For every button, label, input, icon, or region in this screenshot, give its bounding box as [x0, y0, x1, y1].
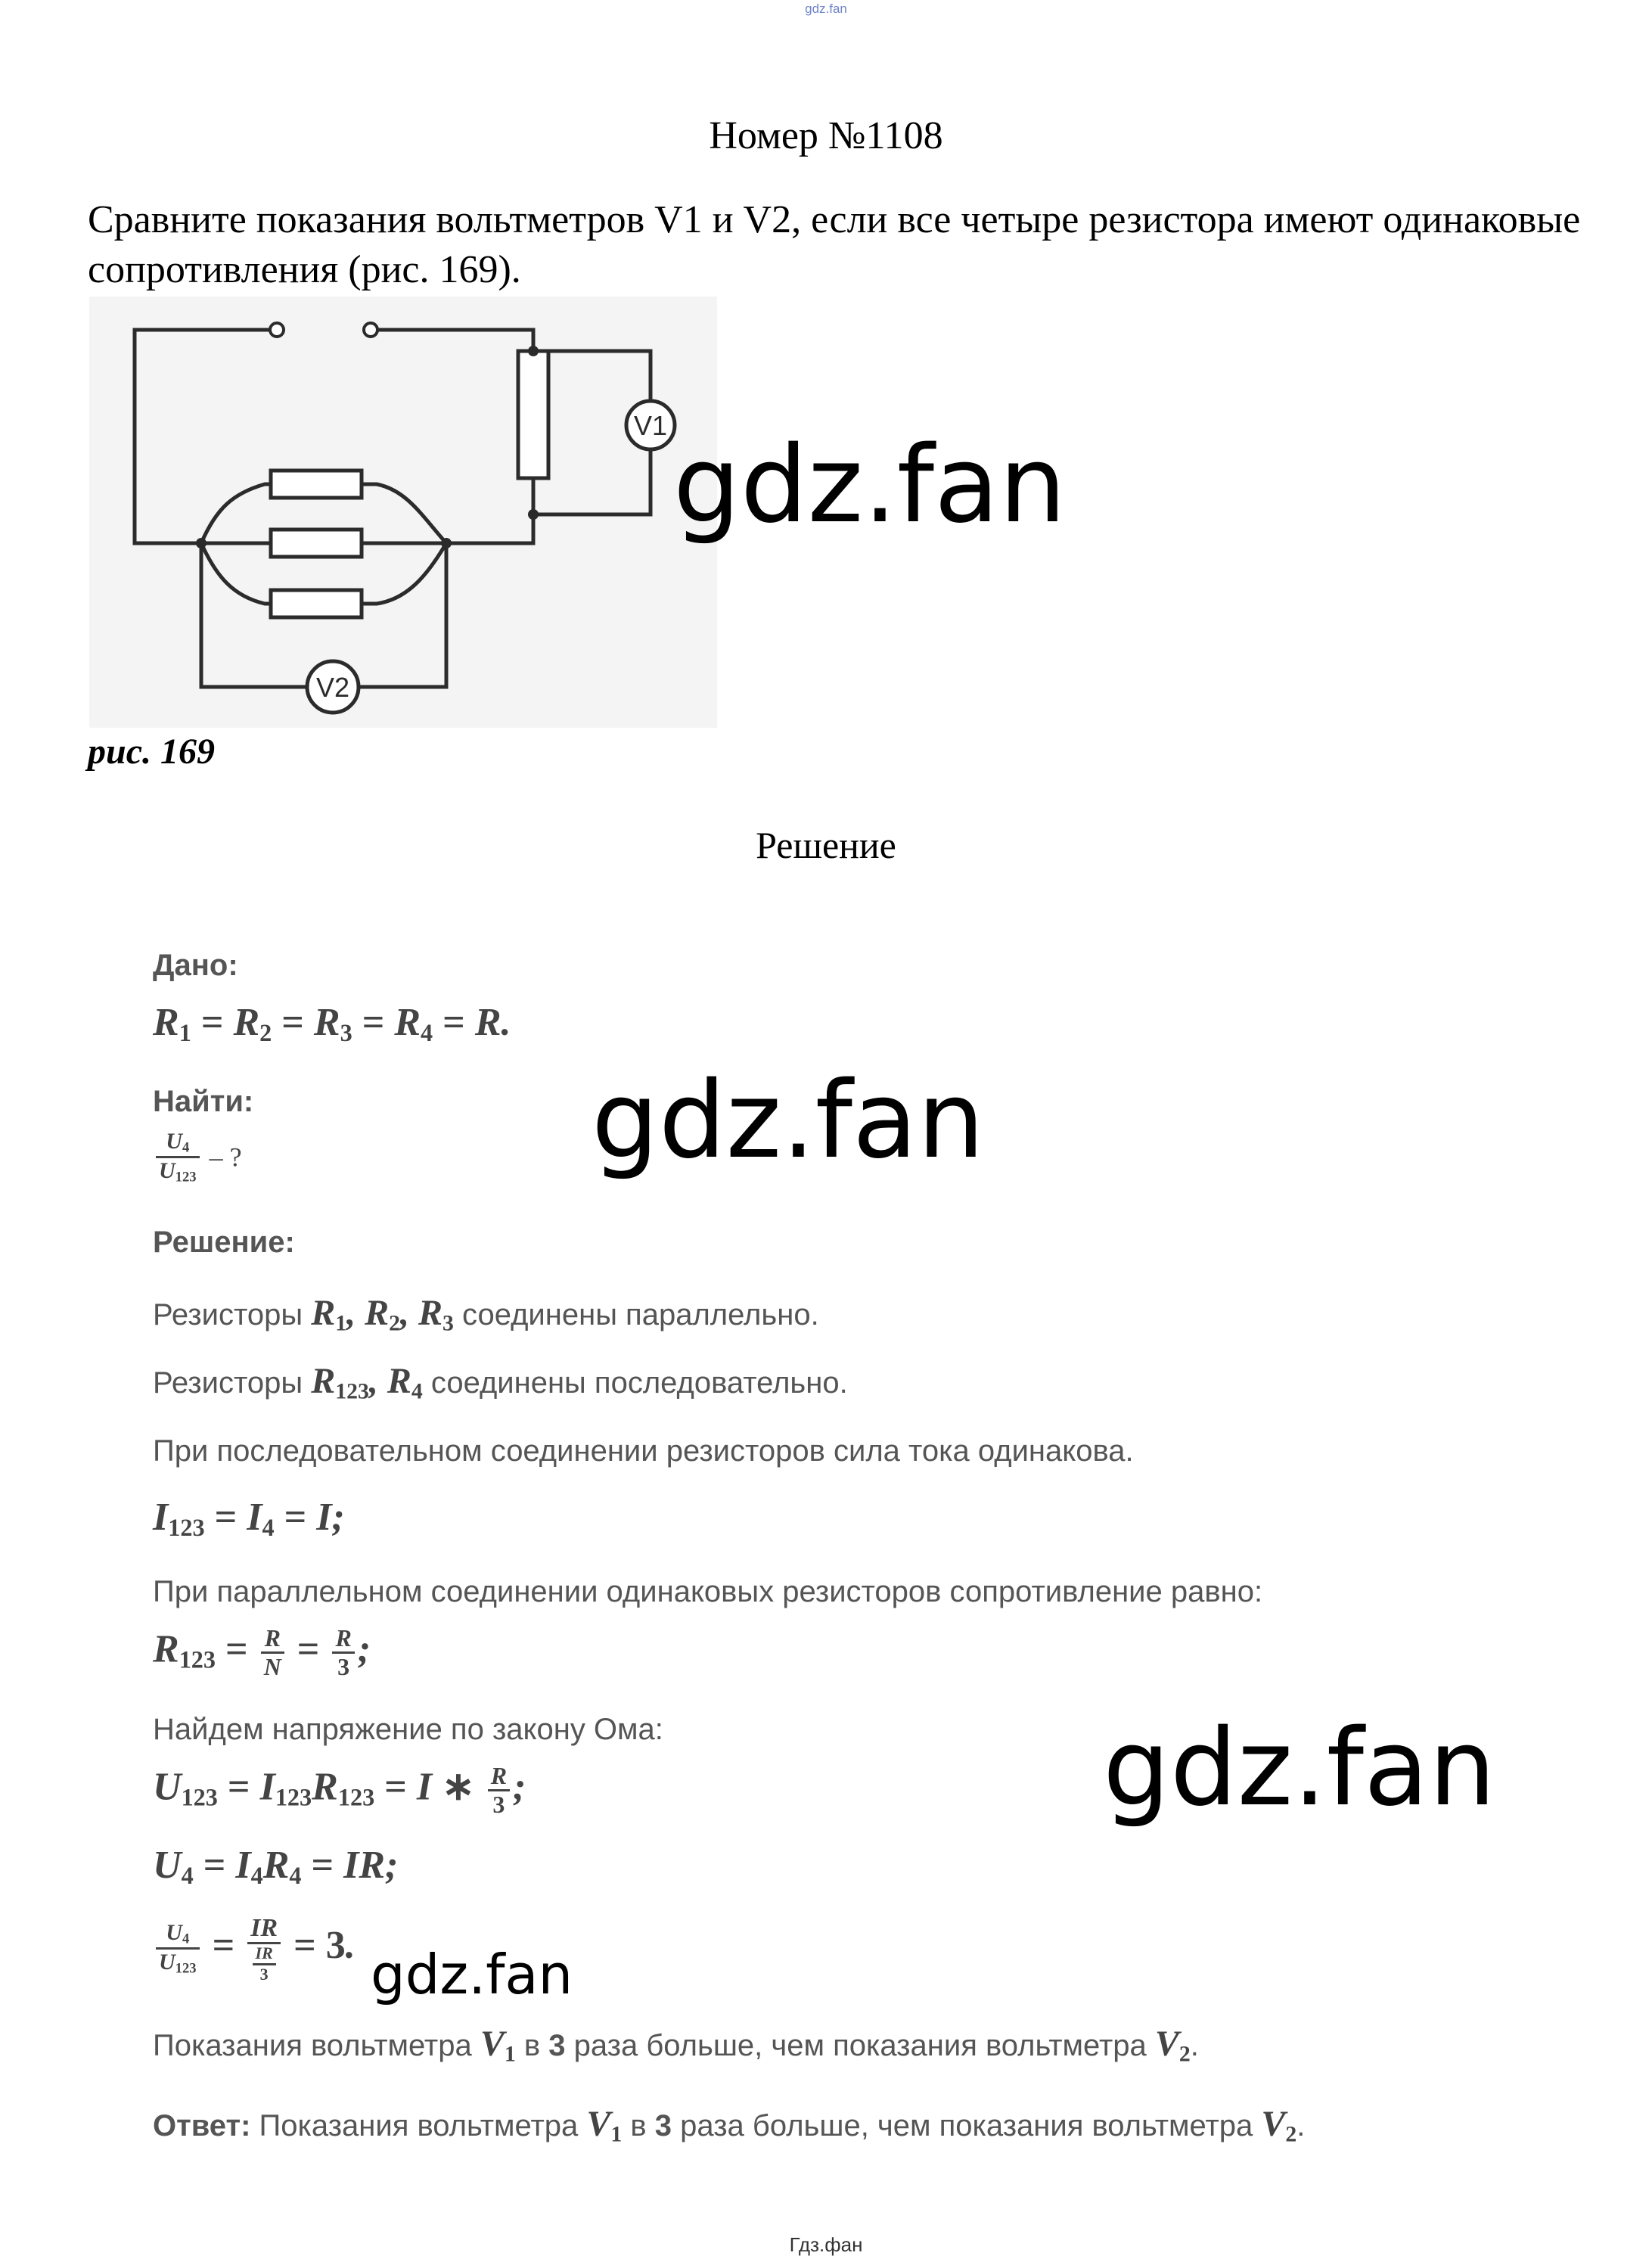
ohm-line: Найдем напряжение по закону Ома:	[153, 1713, 663, 1746]
voltmeter-v1-label: V1	[633, 410, 668, 441]
terminal-left	[270, 323, 284, 337]
u123-formula: $U_{123} = I_{123}R_{123} = I$ ∗ $\frac{R}{3}$ ;	[153, 1762, 526, 1819]
watermark-1: gdz.fan	[673, 424, 1067, 547]
resistance-formula: $R_{123}$ = $\frac{R}{N}$ = $\frac{R}{3}$ ;	[153, 1624, 371, 1681]
page-title: Номер №1108	[709, 114, 943, 157]
ratio-formula: $\frac{U_4}{U_{123}}$ = $\frac{IR}{\frac{IR}{3}}$ = 3.	[153, 1914, 356, 1984]
watermark-2: gdz.fan	[592, 1059, 985, 1182]
parallel-line: Резисторы $R_1$, $R_2$, $R_3$ соединены параллельно.	[153, 1293, 819, 1336]
circuit-diagram	[89, 297, 717, 728]
resistor-r2	[271, 530, 362, 557]
watermark-3: gdz.fan	[1103, 1707, 1496, 1830]
find-formula: $\frac{U_4}{U_{123}}$ – ?	[153, 1129, 242, 1185]
find-label: Найти:	[153, 1085, 254, 1118]
conclusion-line: Показания вольтметра $V_1$ в 3 раза больше, чем показания вольтметра $V_2$.	[153, 2024, 1199, 2067]
solution-heading: Решение	[756, 824, 896, 866]
answer-line: Ответ: Показания вольтметра $V_1$ в 3 раза больше, чем показания вольтметра $V_2$.	[153, 2104, 1306, 2147]
figure-caption: рис. 169	[88, 732, 215, 772]
series-line: Резисторы $R_{123}$, $R_4$ соединены последовательно.	[153, 1361, 848, 1404]
task-text: Сравните показания вольтметров V1 и V2, если все четыре резистора имеют одинаковые сопротивления (рис. 169).	[88, 198, 1581, 291]
resistor-r1	[271, 471, 362, 498]
resistor-r4	[518, 351, 548, 478]
top-watermark: gdz.fan	[805, 2, 847, 16]
watermark-4: gdz.fan	[371, 1943, 573, 2006]
u4-formula: $U_4 = I_4R_4$ = IR;	[153, 1844, 399, 1890]
given-formula: $R_1 = R_2 = R_3 = R_4 = R$.	[153, 1001, 511, 1047]
terminal-right	[364, 323, 377, 337]
solution-label: Решение:	[153, 1226, 295, 1259]
resistance-line: При параллельном соединении одинаковых резисторов сопротивление равно:	[153, 1575, 1263, 1608]
resistor-r3	[271, 590, 362, 617]
current-line: При последовательном соединении резисторов сила тока одинакова.	[153, 1434, 1134, 1468]
bottom-watermark: Гдз.фан	[789, 2233, 863, 2256]
voltmeter-v2-label: V2	[315, 672, 350, 703]
given-label: Дано:	[153, 949, 238, 982]
current-formula: $I_{123} = I_4 = I$;	[153, 1496, 345, 1542]
